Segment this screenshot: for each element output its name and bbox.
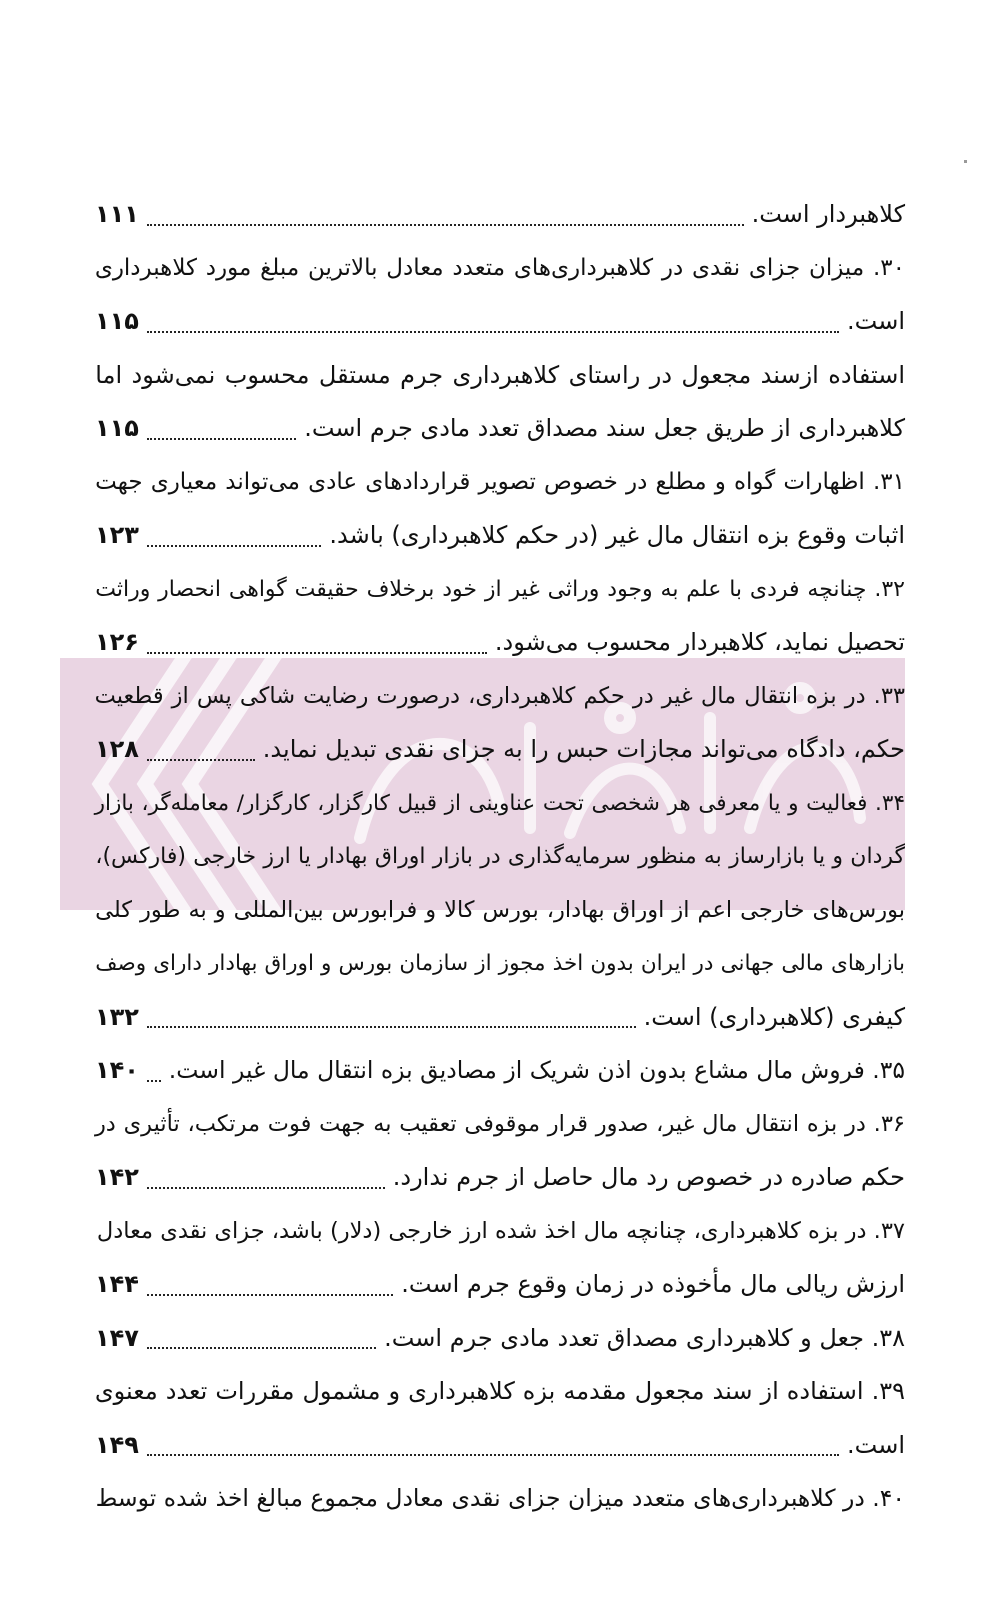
toc-line-text: بورس‌های خارجی اعم از اوراق بهادار، بورس کالا و فرابورس بین‌المللی و به طور کلی [95, 896, 905, 923]
toc-line [95, 509, 905, 563]
toc-line-text: کلاهبرداری از طریق جعل سند مصداق تعدد مادی جرم است. [304, 414, 905, 442]
page-number: ۱۲۶ [95, 628, 139, 656]
table-of-contents [95, 188, 905, 1526]
dot-leader [147, 759, 255, 761]
page-number: ۱۴۹ [95, 1430, 139, 1459]
toc-line-text: گردان و یا بازارساز به منظور سرمایه‌گذاری در بازار اوراق بهادار یا ارز خارجی (فارکس)، [95, 844, 905, 869]
toc-line-text: است. [847, 1430, 905, 1459]
toc-line [95, 830, 905, 884]
page-number: ۱۲۸ [95, 735, 139, 763]
toc-line [95, 349, 905, 403]
toc-line [95, 670, 905, 724]
edge-mark [964, 160, 967, 163]
toc-line-text: ۳۲. چنانچه فردی با علم به وجود وراثی غیر از خود برخلاف حقیقت گواهی انحصار وراثت [95, 576, 905, 602]
dot-leader [147, 1026, 636, 1028]
dot-leader [147, 1080, 161, 1082]
page-number: ۱۱۵ [95, 414, 139, 442]
toc-line-text: ۳۱. اظهارات گواه و مطلع در خصوص تصویر قراردادهای عادی می‌تواند معیاری جهت [95, 468, 905, 495]
toc-line-text: ۳۶. در بزه انتقال مال غیر، صدور قرار موقوفی تعقیب به جهت فوت مرتکب، تأثیری در [94, 1110, 905, 1137]
toc-line-text: ۳۰. میزان جزای نقدی در کلاهبرداری‌های متعدد معادل بالاترین مبلغ مورد کلاهبرداری [94, 254, 905, 281]
toc-line [95, 1258, 905, 1312]
toc-line [95, 991, 905, 1045]
toc-line-text: بازارهای مالی جهانی در ایران بدون اخذ مجوز از سازمان بورس و اوراق بهادار دارای وصف [95, 951, 905, 976]
toc-line-text: ۳۴. فعالیت و یا معرفی هر شخصی تحت عناوینی از قبیل کارگزار، کارگزار/ معامله‌گر، بازار [94, 790, 905, 816]
toc-line-text: ۳۵. فروش مال مشاع بدون اذن شریک از مصادیق بزه انتقال مال غیر است. [168, 1056, 905, 1084]
toc-line-text: ۳۳. در بزه انتقال مال غیر در حکم کلاهبرداری، درصورت رضایت شاکی پس از قطعیت [94, 682, 905, 709]
page-number: ۱۱۱ [95, 200, 139, 228]
toc-line [95, 1472, 905, 1526]
toc-line [95, 937, 905, 991]
toc-line-text: حکم صادره در خصوص رد مال حاصل از جرم ندارد. [392, 1163, 905, 1191]
toc-line [95, 402, 905, 456]
dot-leader [147, 331, 839, 333]
toc-line [95, 884, 905, 938]
toc-line-text: ۴۰. در کلاهبرداری‌های متعدد میزان جزای نقدی معادل مجموع مبالغ اخذ شده توسط [95, 1484, 905, 1512]
dot-leader [147, 652, 487, 654]
toc-line [95, 295, 905, 349]
toc-line-text: حکم، دادگاه می‌تواند مجازات حبس را به جزای نقدی تبدیل نماید. [262, 735, 905, 763]
toc-line-text: ۳۹. استفاده از سند مجعول مقدمه بزه کلاهبرداری و مشمول مقررات تعدد معنوی [94, 1377, 905, 1405]
toc-line-text: کلاهبردار است. [751, 200, 905, 228]
toc-line-text: ۳۷. در بزه کلاهبرداری، چنانچه مال اخذ شده ارز خارجی (دلار) باشد، جزای نقدی معادل [96, 1217, 905, 1244]
toc-line-text: اثبات وقوع بزه انتقال مال غیر (در حکم کلاهبرداری) باشد. [329, 521, 905, 549]
dot-leader [147, 224, 744, 226]
toc-line [95, 563, 905, 617]
toc-line [95, 1151, 905, 1205]
toc-line [95, 777, 905, 831]
dot-leader [147, 545, 321, 547]
toc-line [95, 456, 905, 510]
page-number: ۱۳۲ [95, 1002, 139, 1031]
dot-leader [147, 1187, 385, 1189]
toc-line [95, 1419, 905, 1473]
toc-line [95, 1098, 905, 1152]
page-number: ۱۴۴ [95, 1270, 139, 1298]
toc-line [95, 188, 905, 242]
toc-line [95, 242, 905, 296]
page-number: ۱۴۲ [95, 1163, 139, 1191]
page-number: ۱۴۰ [95, 1056, 139, 1084]
toc-line [95, 1044, 905, 1098]
dot-leader [147, 1454, 839, 1456]
toc-line-text: ارزش ریالی مال مأخوذه در زمان وقوع جرم است. [401, 1270, 905, 1298]
page-number: ۱۲۳ [95, 521, 139, 549]
dot-leader [147, 1294, 393, 1296]
toc-line-text: تحصیل نماید، کلاهبردار محسوب می‌شود. [494, 628, 905, 656]
toc-line [95, 723, 905, 777]
toc-line-text: است. [847, 307, 905, 335]
toc-line [95, 616, 905, 670]
toc-line [95, 1205, 905, 1259]
page-number: ۱۱۵ [95, 307, 139, 335]
dot-leader [147, 438, 296, 440]
toc-line [95, 1312, 905, 1366]
toc-line-text: ۳۸. جعل و کلاهبرداری مصداق تعدد مادی جرم است. [384, 1323, 905, 1352]
toc-line-text: استفاده ازسند مجعول در راستای کلاهبرداری جرم مستقل محسوب نمی‌شود اما [95, 360, 905, 389]
toc-line-text: کیفری (کلاهبرداری) است. [643, 1002, 905, 1031]
dot-leader [147, 1347, 376, 1349]
page-number: ۱۴۷ [95, 1323, 139, 1352]
toc-line [95, 1365, 905, 1419]
